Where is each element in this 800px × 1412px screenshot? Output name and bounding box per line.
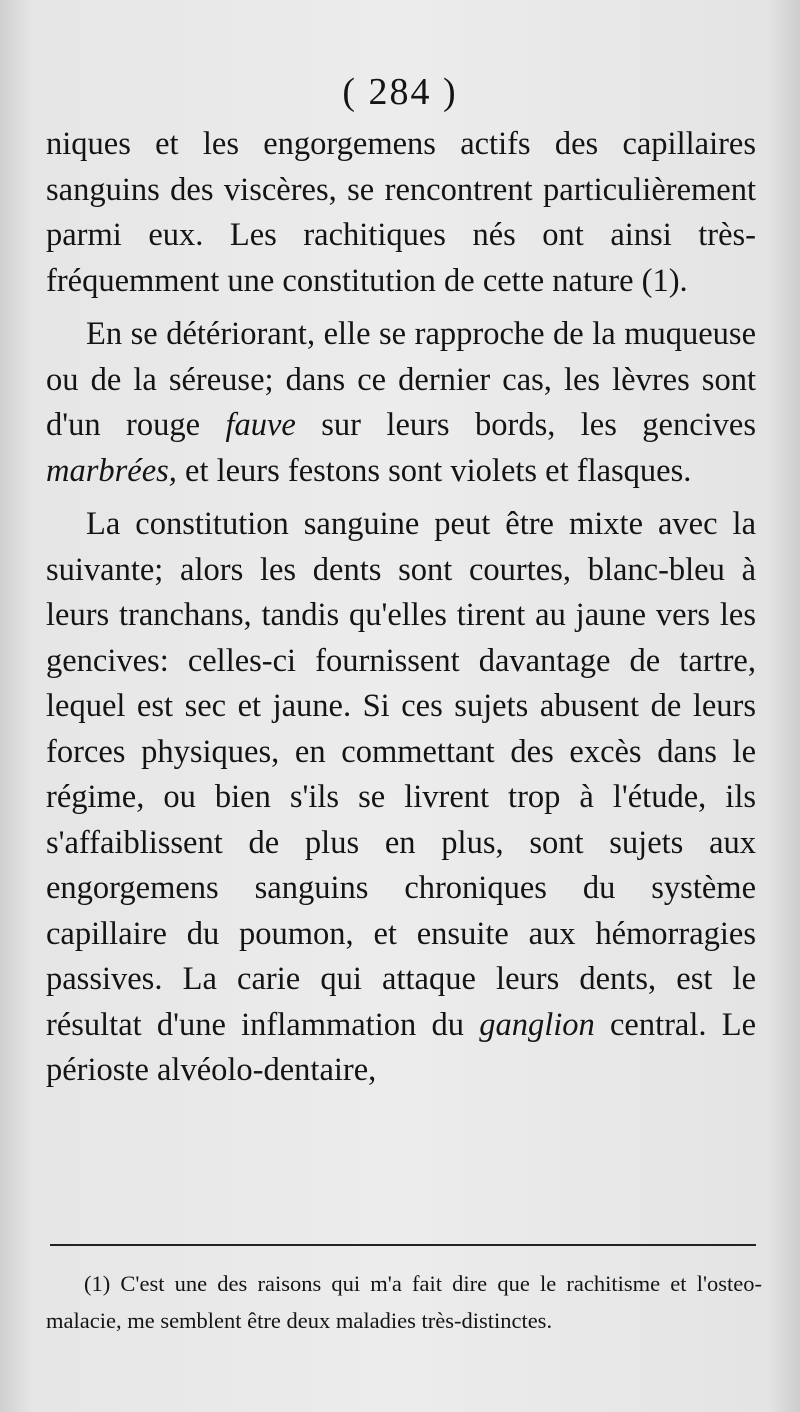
paragraph-1: niques et les engorgemens actifs des capillaires sanguins des viscères, se rencontrent particulièrement parmi eux. Les rachitiques nés ont ainsi très-fréquemment une constitution de cette nature (1). (46, 126, 756, 299)
paragraph-2 (46, 312, 756, 494)
body-text (46, 122, 756, 1094)
footnote: (1) C'est une des raisons qui m'a fait dire que le rachitisme et l'osteo-malacie, me semblent être deux maladies très-distinctes. (46, 1271, 762, 1333)
paragraph-2-part-b: sur leurs bords, les gencives (295, 407, 756, 443)
paragraph-2-part-c: et leurs festons sont violets et flasques. (176, 452, 692, 489)
italic-fauve: fauve (225, 407, 296, 443)
paragraph-3 (46, 502, 756, 1094)
paragraph-3-part-b: central. Le périoste alvéolo-dentaire, (46, 1006, 757, 1088)
page-number: ( 284 ) (342, 71, 458, 113)
italic-marbrees: marbrées, (46, 452, 177, 489)
paragraph-2-part-a: En se détériorant, elle se rapproche de la muqueuse ou de la séreuse; dans ce dernier cas, les lèvres sont d'un rouge (46, 316, 756, 443)
footnote-divider (50, 1244, 756, 1246)
paragraph-3-part-a: La constitution sanguine peut être mixte avec la suivante; alors les dents sont courtes, blanc-bleu à leurs tranchans, tandis qu'elles tirent au jaune vers les gencives: celles-ci fournissent davantage de tartre, lequel est sec et jaune. Si ces sujets abusent de leurs forces physiques, en commettant des excès dans le régime, ou bien s'ils se livrent trop à l'étude, ils s'affaiblissent de plus en plus, sont sujets aux engorgemens sanguins chroniques du système capillaire du poumon, et ensuite aux hémorragies passives. La carie qui attaque leurs dents, est le résultat d'une inflammation du (46, 506, 756, 1043)
italic-ganglion: ganglion (479, 1006, 595, 1043)
